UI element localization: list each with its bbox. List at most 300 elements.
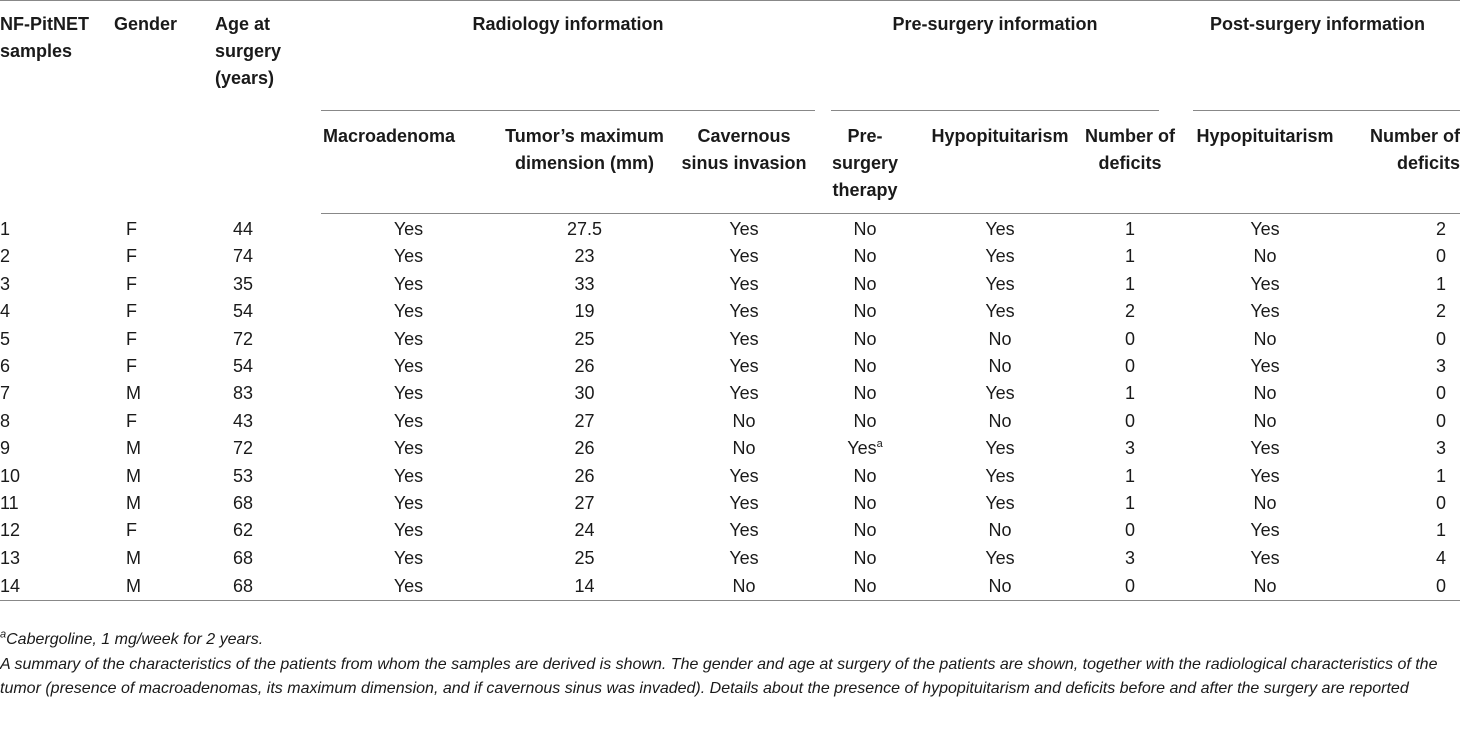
cell-pre-surgery-therapy — [815, 243, 915, 270]
cell-tumor-dimension — [496, 271, 673, 298]
cell-post-deficits — [1355, 463, 1460, 490]
macroadenoma-value: Yes — [393, 438, 424, 459]
cell-post-deficits — [1355, 572, 1460, 601]
post-deficits-value: 2 — [1435, 219, 1446, 239]
tumor-dimension-value: 25 — [574, 547, 595, 568]
cell-sample-id — [0, 517, 100, 544]
cell-gender — [100, 271, 215, 298]
cell-pre-deficits — [1085, 326, 1175, 353]
cell-post-hypopituitarism — [1175, 353, 1355, 380]
tumor-dimension-value: 24 — [574, 520, 595, 541]
pre-deficits-value: 3 — [1124, 438, 1135, 459]
cell-macroadenoma — [321, 214, 496, 244]
cell-tumor-dimension — [496, 408, 673, 435]
header-gender: Gender — [100, 1, 215, 214]
cell-macroadenoma — [321, 298, 496, 325]
post-deficits-value: 4 — [1435, 547, 1446, 568]
macroadenoma-value: Yes — [393, 328, 424, 349]
cell-pre-hypopituitarism — [915, 353, 1085, 380]
cell-gender — [100, 243, 215, 270]
gender-value: F — [126, 328, 137, 349]
cell-pre-surgery-therapy — [815, 435, 915, 462]
cell-age — [215, 517, 321, 544]
post-deficits-value: 0 — [1435, 328, 1446, 349]
table-header — [0, 1, 1460, 214]
pre-deficits-value: 3 — [1124, 547, 1135, 568]
pre-surgery-therapy-value: No — [853, 219, 877, 239]
gender-value: M — [126, 575, 141, 596]
header-tumor-dimension: Tumor’s maximum dimension (mm) — [496, 111, 673, 214]
tumor-dimension-value: 33 — [574, 273, 595, 294]
cell-age — [215, 243, 321, 270]
cell-cavernous-invasion — [673, 243, 815, 270]
cell-age — [215, 326, 321, 353]
cell-post-deficits — [1355, 380, 1460, 407]
cell-pre-deficits — [1085, 463, 1175, 490]
table-row — [0, 271, 1460, 298]
header-radiology: Radiology information — [472, 14, 664, 34]
cell-post-deficits — [1355, 243, 1460, 270]
cell-pre-surgery-therapy — [815, 326, 915, 353]
sample-id-value: 2 — [0, 246, 11, 267]
cell-pre-hypopituitarism — [915, 572, 1085, 601]
cell-post-deficits — [1355, 517, 1460, 544]
pre-deficits-value: 1 — [1124, 383, 1135, 404]
cell-post-deficits — [1355, 326, 1460, 353]
pre-surgery-therapy-value: No — [853, 547, 877, 568]
post-hypopituitarism-value: Yes — [1250, 301, 1280, 322]
post-deficits-value: 0 — [1435, 383, 1446, 404]
table-row — [0, 463, 1460, 490]
post-deficits-value: 0 — [1435, 493, 1446, 514]
cell-age — [215, 572, 321, 601]
post-hypopituitarism-value: Yes — [1250, 520, 1280, 541]
cell-cavernous-invasion — [673, 435, 815, 462]
cavernous-invasion-value: Yes — [729, 547, 759, 568]
cell-pre-surgery-therapy — [815, 353, 915, 380]
cell-cavernous-invasion — [673, 517, 815, 544]
cell-sample-id — [0, 214, 100, 244]
cell-age — [215, 435, 321, 462]
cell-cavernous-invasion — [673, 545, 815, 572]
cell-gender — [100, 572, 215, 601]
header-pre-deficits: Number of deficits — [1085, 111, 1175, 214]
cell-post-deficits — [1355, 545, 1460, 572]
cell-pre-hypopituitarism — [915, 408, 1085, 435]
age-value: 68 — [233, 493, 254, 514]
table-row — [0, 326, 1460, 353]
cell-cavernous-invasion — [673, 298, 815, 325]
table-row — [0, 214, 1460, 244]
pre-deficits-value: 1 — [1124, 219, 1135, 239]
cell-gender — [100, 435, 215, 462]
cell-gender — [100, 490, 215, 517]
age-value: 53 — [233, 465, 254, 486]
cell-macroadenoma — [321, 545, 496, 572]
age-value: 35 — [233, 273, 254, 294]
cell-pre-deficits — [1085, 298, 1175, 325]
header-samples: NF-PitNET samples — [0, 1, 100, 214]
cell-pre-hypopituitarism — [915, 326, 1085, 353]
cell-age — [215, 490, 321, 517]
pre-deficits-value: 0 — [1124, 356, 1135, 377]
pre-surgery-therapy-value: No — [853, 410, 877, 431]
cell-pre-surgery-therapy — [815, 490, 915, 517]
cell-pre-deficits — [1085, 353, 1175, 380]
gender-value: M — [126, 383, 141, 404]
cell-pre-hypopituitarism — [915, 517, 1085, 544]
cell-cavernous-invasion — [673, 271, 815, 298]
cell-pre-deficits — [1085, 435, 1175, 462]
macroadenoma-value: Yes — [393, 219, 424, 239]
sample-id-value: 1 — [0, 218, 11, 239]
cell-macroadenoma — [321, 572, 496, 601]
cell-post-hypopituitarism — [1175, 435, 1355, 462]
sample-id-value: 9 — [0, 438, 11, 459]
table-row — [0, 353, 1460, 380]
header-post-deficits: Number of deficits — [1355, 111, 1460, 214]
gender-value: F — [126, 520, 137, 541]
cell-tumor-dimension — [496, 463, 673, 490]
cell-tumor-dimension — [496, 214, 673, 244]
cell-age — [215, 380, 321, 407]
macroadenoma-value: Yes — [393, 356, 424, 377]
cell-tumor-dimension — [496, 380, 673, 407]
cell-gender — [100, 408, 215, 435]
cell-pre-hypopituitarism — [915, 545, 1085, 572]
cell-cavernous-invasion — [673, 353, 815, 380]
cavernous-invasion-value: Yes — [729, 219, 759, 239]
footnote-text: Cabergoline, 1 mg/week for 2 years. — [6, 631, 264, 648]
cell-pre-deficits — [1085, 490, 1175, 517]
cell-age — [215, 298, 321, 325]
macroadenoma-value: Yes — [393, 246, 424, 267]
cell-pre-hypopituitarism — [915, 380, 1085, 407]
pre-hypopituitarism-value: No — [988, 520, 1012, 541]
cell-pre-hypopituitarism — [915, 435, 1085, 462]
post-hypopituitarism-value: No — [1253, 383, 1277, 404]
post-hypopituitarism-value: Yes — [1250, 219, 1280, 239]
post-hypopituitarism-value: Yes — [1250, 465, 1280, 486]
age-value: 54 — [233, 301, 254, 322]
age-value: 72 — [233, 328, 254, 349]
pre-hypopituitarism-value: Yes — [985, 465, 1015, 486]
cell-post-hypopituitarism — [1175, 214, 1355, 244]
post-deficits-value: 0 — [1435, 575, 1446, 596]
table-body — [0, 214, 1460, 601]
pre-surgery-therapy-value: No — [853, 273, 877, 294]
cell-pre-deficits — [1085, 517, 1175, 544]
pre-deficits-value: 1 — [1124, 246, 1135, 267]
cell-pre-deficits — [1085, 271, 1175, 298]
gender-value: F — [126, 301, 137, 322]
footnote-marker: a — [0, 628, 7, 641]
gender-value: F — [126, 356, 137, 377]
cell-post-hypopituitarism — [1175, 490, 1355, 517]
cell-macroadenoma — [321, 463, 496, 490]
table-row — [0, 545, 1460, 572]
pre-hypopituitarism-value: Yes — [985, 438, 1015, 459]
cell-sample-id — [0, 572, 100, 601]
post-hypopituitarism-value: Yes — [1250, 547, 1280, 568]
sample-id-value: 14 — [0, 575, 21, 596]
table-row — [0, 517, 1460, 544]
cell-pre-deficits — [1085, 572, 1175, 601]
pre-hypopituitarism-value: Yes — [985, 219, 1015, 239]
post-hypopituitarism-value: Yes — [1250, 438, 1280, 459]
age-value: 74 — [233, 246, 254, 267]
macroadenoma-value: Yes — [393, 465, 424, 486]
macroadenoma-value: Yes — [393, 383, 424, 404]
table-row — [0, 298, 1460, 325]
cell-age — [215, 463, 321, 490]
header-pre-surgery: Pre-surgery information — [892, 14, 1098, 34]
cell-post-deficits — [1355, 353, 1460, 380]
cell-post-hypopituitarism — [1175, 408, 1355, 435]
macroadenoma-value: Yes — [393, 547, 424, 568]
cell-gender — [100, 517, 215, 544]
table-row — [0, 380, 1460, 407]
pre-deficits-value: 1 — [1124, 465, 1135, 486]
cell-pre-hypopituitarism — [915, 463, 1085, 490]
header-pre-surgery-group — [815, 1, 1175, 111]
table-row — [0, 435, 1460, 462]
sample-id-value: 3 — [0, 273, 11, 294]
cell-gender — [100, 463, 215, 490]
cell-sample-id — [0, 435, 100, 462]
pre-surgery-therapy-value: No — [853, 328, 877, 349]
cell-post-deficits — [1355, 490, 1460, 517]
cavernous-invasion-value: Yes — [729, 520, 759, 541]
cell-pre-deficits — [1085, 408, 1175, 435]
pre-hypopituitarism-value: No — [988, 356, 1012, 377]
post-hypopituitarism-value: No — [1253, 328, 1277, 349]
macroadenoma-value: Yes — [393, 493, 424, 514]
cell-cavernous-invasion — [673, 490, 815, 517]
cell-post-deficits — [1355, 271, 1460, 298]
pre-surgery-therapy-value: No — [853, 301, 877, 322]
age-value: 54 — [233, 356, 254, 377]
post-deficits-value: 1 — [1435, 520, 1446, 541]
cell-tumor-dimension — [496, 435, 673, 462]
post-deficits-value: 0 — [1435, 410, 1446, 431]
cell-sample-id — [0, 408, 100, 435]
cell-sample-id — [0, 326, 100, 353]
post-deficits-value: 3 — [1435, 438, 1446, 459]
cavernous-invasion-value: Yes — [729, 328, 759, 349]
age-value: 68 — [233, 547, 254, 568]
pre-surgery-therapy-value: No — [853, 246, 877, 267]
pre-surgery-therapy-value: No — [853, 356, 877, 377]
pre-deficits-value: 1 — [1124, 493, 1135, 514]
cell-post-hypopituitarism — [1175, 243, 1355, 270]
gender-value: F — [126, 218, 137, 239]
age-value: 44 — [233, 218, 254, 239]
tumor-dimension-value: 19 — [574, 301, 595, 322]
post-hypopituitarism-value: No — [1253, 410, 1277, 431]
pre-hypopituitarism-value: Yes — [985, 301, 1015, 322]
pre-hypopituitarism-value: Yes — [985, 383, 1015, 404]
cell-macroadenoma — [321, 243, 496, 270]
cell-pre-hypopituitarism — [915, 490, 1085, 517]
cell-cavernous-invasion — [673, 326, 815, 353]
post-hypopituitarism-value: No — [1253, 246, 1277, 267]
gender-value: F — [126, 273, 137, 294]
cavernous-invasion-value: Yes — [729, 493, 759, 514]
cell-tumor-dimension — [496, 490, 673, 517]
post-deficits-value: 2 — [1435, 301, 1446, 322]
sample-id-value: 13 — [0, 547, 21, 568]
header-pre-surgery-therapy: Pre-surgery therapy — [815, 111, 915, 214]
cell-post-hypopituitarism — [1175, 463, 1355, 490]
cell-pre-surgery-therapy — [815, 408, 915, 435]
macroadenoma-value: Yes — [393, 301, 424, 322]
age-value: 68 — [233, 575, 254, 596]
cell-sample-id — [0, 490, 100, 517]
cell-pre-deficits — [1085, 380, 1175, 407]
cell-post-hypopituitarism — [1175, 545, 1355, 572]
cell-macroadenoma — [321, 517, 496, 544]
sample-id-value: 5 — [0, 328, 11, 349]
cell-age — [215, 545, 321, 572]
cavernous-invasion-value: Yes — [729, 301, 759, 322]
pre-hypopituitarism-value: No — [988, 575, 1012, 596]
cell-age — [215, 271, 321, 298]
cell-macroadenoma — [321, 353, 496, 380]
cell-post-hypopituitarism — [1175, 271, 1355, 298]
table-row — [0, 490, 1460, 517]
cell-pre-surgery-therapy — [815, 517, 915, 544]
sample-id-value: 11 — [0, 493, 19, 514]
cell-macroadenoma — [321, 271, 496, 298]
cell-age — [215, 214, 321, 244]
cell-gender — [100, 298, 215, 325]
pre-surgery-therapy-value: No — [853, 575, 877, 596]
cavernous-invasion-value: Yes — [729, 356, 759, 377]
cell-macroadenoma — [321, 490, 496, 517]
cell-macroadenoma — [321, 326, 496, 353]
cell-sample-id — [0, 298, 100, 325]
cell-post-hypopituitarism — [1175, 572, 1355, 601]
pre-deficits-value: 0 — [1124, 520, 1135, 541]
post-hypopituitarism-value: No — [1253, 575, 1277, 596]
pre-hypopituitarism-value: No — [988, 410, 1012, 431]
cell-cavernous-invasion — [673, 572, 815, 601]
post-deficits-value: 0 — [1435, 246, 1446, 267]
cell-pre-surgery-therapy — [815, 380, 915, 407]
header-post-surgery-group — [1175, 1, 1460, 111]
cell-macroadenoma — [321, 408, 496, 435]
sample-id-value: 6 — [0, 356, 11, 377]
cell-post-deficits — [1355, 408, 1460, 435]
cell-tumor-dimension — [496, 298, 673, 325]
post-hypopituitarism-value: Yes — [1250, 356, 1280, 377]
table-summary: A summary of the characteristics of the patients from whom the samples are derived is shown. The gender and age at surgery of the patients are shown, together with the radiological characteristics of the tumor (presence of macroadenomas, its maximum dimension, and if cavernous sinus was invaded). Details about the presence of hypopituitarism and deficits before and after the surgery are reported — [0, 655, 1438, 697]
tumor-dimension-value: 25 — [574, 328, 595, 349]
cell-pre-hypopituitarism — [915, 298, 1085, 325]
tumor-dimension-value: 27 — [574, 493, 595, 514]
header-macroadenoma: Macroadenoma — [321, 111, 496, 214]
post-deficits-value: 3 — [1435, 356, 1446, 377]
table-row — [0, 243, 1460, 270]
pre-surgery-therapy-value: No — [853, 493, 877, 514]
macroadenoma-value: Yes — [393, 273, 424, 294]
cell-age — [215, 353, 321, 380]
post-deficits-value: 1 — [1435, 273, 1446, 294]
cell-pre-deficits — [1085, 243, 1175, 270]
cavernous-invasion-value: Yes — [729, 246, 759, 267]
header-age: Age at surgery (years) — [215, 1, 321, 214]
cavernous-invasion-value: Yes — [729, 383, 759, 404]
age-value: 62 — [233, 520, 254, 541]
age-value: 72 — [233, 438, 254, 459]
post-hypopituitarism-value: Yes — [1250, 273, 1280, 294]
cell-post-hypopituitarism — [1175, 517, 1355, 544]
cell-tumor-dimension — [496, 572, 673, 601]
cell-cavernous-invasion — [673, 463, 815, 490]
cell-pre-surgery-therapy — [815, 298, 915, 325]
cell-pre-surgery-therapy — [815, 545, 915, 572]
pre-surgery-therapy-value: Yes — [847, 438, 877, 459]
cell-tumor-dimension — [496, 243, 673, 270]
cavernous-invasion-value: No — [732, 575, 756, 596]
pre-hypopituitarism-value: Yes — [985, 547, 1015, 568]
footnote-cabergoline — [0, 628, 1460, 653]
cell-gender — [100, 380, 215, 407]
cell-post-hypopituitarism — [1175, 380, 1355, 407]
cell-pre-hypopituitarism — [915, 271, 1085, 298]
gender-value: M — [126, 438, 141, 459]
pre-surgery-therapy-value: No — [853, 383, 877, 404]
tumor-dimension-value: 26 — [574, 356, 595, 377]
cavernous-invasion-value: Yes — [729, 273, 759, 294]
header-post-surgery: Post-surgery information — [1209, 14, 1426, 34]
cell-post-deficits — [1355, 214, 1460, 244]
cell-gender — [100, 353, 215, 380]
pre-surgery-therapy-value: No — [853, 465, 877, 486]
cell-post-hypopituitarism — [1175, 326, 1355, 353]
cell-gender — [100, 545, 215, 572]
gender-value: M — [126, 493, 141, 514]
header-pre-hypopituitarism: Hypopituitarism — [915, 111, 1085, 214]
cell-gender — [100, 326, 215, 353]
cell-age — [215, 408, 321, 435]
pre-deficits-value: 0 — [1124, 328, 1135, 349]
pre-hypopituitarism-value: Yes — [985, 273, 1015, 294]
cell-sample-id — [0, 353, 100, 380]
gender-value: M — [126, 547, 141, 568]
cell-pre-deficits — [1085, 214, 1175, 244]
macroadenoma-value: Yes — [393, 575, 424, 596]
sample-id-value: 10 — [0, 465, 21, 486]
cell-pre-surgery-therapy — [815, 214, 915, 244]
pre-hypopituitarism-value: Yes — [985, 246, 1015, 267]
cavernous-invasion-value: Yes — [729, 465, 759, 486]
cell-sample-id — [0, 463, 100, 490]
header-radiology-group — [321, 1, 815, 111]
sample-id-value: 7 — [0, 383, 11, 404]
cell-pre-hypopituitarism — [915, 214, 1085, 244]
gender-value: F — [126, 410, 137, 431]
header-post-hypopituitarism: Hypopituitarism — [1175, 111, 1355, 214]
gender-value: M — [126, 465, 141, 486]
therapy-footnote-marker: a — [876, 438, 883, 451]
pre-hypopituitarism-value: No — [988, 328, 1012, 349]
pre-deficits-value: 0 — [1124, 410, 1135, 431]
pre-deficits-value: 2 — [1124, 301, 1135, 322]
cell-sample-id — [0, 380, 100, 407]
tumor-dimension-value: 23 — [574, 246, 595, 267]
